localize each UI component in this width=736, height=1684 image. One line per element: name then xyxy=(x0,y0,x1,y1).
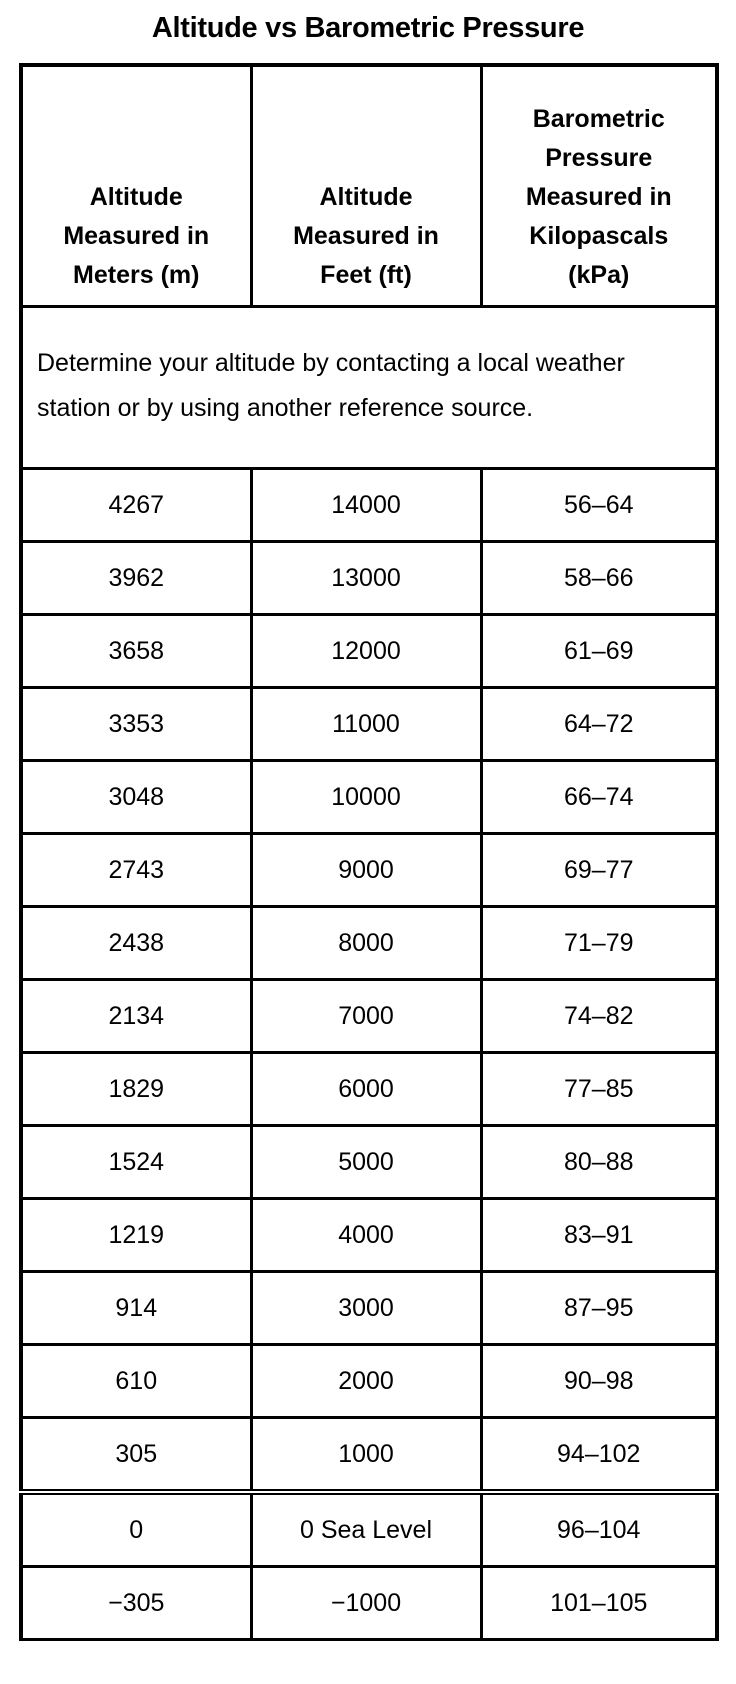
note-row xyxy=(21,307,717,469)
pressure-cell: 101–105 xyxy=(481,1567,717,1640)
pressure-cell: 90–98 xyxy=(481,1345,717,1418)
feet-cell: 12000 xyxy=(251,615,481,688)
header-meters xyxy=(21,65,251,307)
feet-cell: 2000 xyxy=(251,1345,481,1418)
table-row xyxy=(21,761,717,834)
table-row xyxy=(21,469,717,542)
table-row xyxy=(21,1272,717,1345)
meters-cell: 1829 xyxy=(21,1053,251,1126)
feet-cell: 4000 xyxy=(251,1199,481,1272)
header-line: Measured in xyxy=(293,222,439,250)
table-row xyxy=(21,1053,717,1126)
table-row xyxy=(21,1567,717,1640)
pressure-cell: 74–82 xyxy=(481,980,717,1053)
table-row xyxy=(21,615,717,688)
table-row xyxy=(21,1199,717,1272)
meters-cell: 0 xyxy=(21,1492,251,1567)
header-line: Altitude xyxy=(319,183,413,211)
feet-cell: 0 Sea Level xyxy=(251,1492,481,1567)
pressure-cell: 83–91 xyxy=(481,1199,717,1272)
pressure-cell: 66–74 xyxy=(481,761,717,834)
meters-cell: 3048 xyxy=(21,761,251,834)
feet-cell: 10000 xyxy=(251,761,481,834)
table-row xyxy=(21,1345,717,1418)
header-line: Measured in xyxy=(525,183,672,211)
table-row xyxy=(21,834,717,907)
pressure-cell: 94–102 xyxy=(481,1418,717,1493)
meters-cell: 2134 xyxy=(21,980,251,1053)
instruction-note: Determine your altitude by contacting a local weather station or by using another reference source. xyxy=(21,307,717,469)
pressure-cell: 58–66 xyxy=(481,542,717,615)
table-row xyxy=(21,980,717,1053)
header-line: Feet (ft) xyxy=(320,261,412,289)
meters-cell: 2743 xyxy=(21,834,251,907)
pressure-cell: 64–72 xyxy=(481,688,717,761)
feet-cell: 14000 xyxy=(251,469,481,542)
pressure-cell: 69–77 xyxy=(481,834,717,907)
pressure-cell: 77–85 xyxy=(481,1053,717,1126)
table-row xyxy=(21,1492,717,1567)
feet-cell: 13000 xyxy=(251,542,481,615)
meters-cell: −305 xyxy=(21,1567,251,1640)
feet-cell: 1000 xyxy=(251,1418,481,1493)
pressure-cell: 96–104 xyxy=(481,1492,717,1567)
header-pressure xyxy=(481,65,717,307)
feet-cell: 3000 xyxy=(251,1272,481,1345)
meters-cell: 4267 xyxy=(21,469,251,542)
meters-cell: 1219 xyxy=(21,1199,251,1272)
header-line: Meters (m) xyxy=(73,261,200,289)
meters-cell: 1524 xyxy=(21,1126,251,1199)
feet-cell: 7000 xyxy=(251,980,481,1053)
table-row xyxy=(21,542,717,615)
meters-cell: 3353 xyxy=(21,688,251,761)
header-line: Barometric xyxy=(532,105,665,133)
meters-cell: 2438 xyxy=(21,907,251,980)
table-row xyxy=(21,688,717,761)
pressure-cell: 56–64 xyxy=(481,469,717,542)
table-row xyxy=(21,1126,717,1199)
header-line: Kilopascals xyxy=(529,222,669,250)
meters-cell: 610 xyxy=(21,1345,251,1418)
feet-cell: 6000 xyxy=(251,1053,481,1126)
meters-cell: 914 xyxy=(21,1272,251,1345)
header-line: Pressure xyxy=(545,144,653,172)
feet-cell: −1000 xyxy=(251,1567,481,1640)
header-line: (kPa) xyxy=(568,261,630,289)
header-line: Measured in xyxy=(63,222,210,250)
table-row xyxy=(21,907,717,980)
pressure-cell: 61–69 xyxy=(481,615,717,688)
pressure-cell: 80–88 xyxy=(481,1126,717,1199)
feet-cell: 5000 xyxy=(251,1126,481,1199)
table-row xyxy=(21,1418,717,1493)
header-row xyxy=(21,65,717,307)
feet-cell: 8000 xyxy=(251,907,481,980)
meters-cell: 3658 xyxy=(21,615,251,688)
pressure-cell: 87–95 xyxy=(481,1272,717,1345)
pressure-cell: 71–79 xyxy=(481,907,717,980)
altitude-pressure-table xyxy=(19,63,719,1641)
header-line: Altitude xyxy=(89,183,183,211)
page-title: Altitude vs Barometric Pressure xyxy=(151,12,585,44)
header-feet xyxy=(251,65,481,307)
meters-cell: 305 xyxy=(21,1418,251,1493)
feet-cell: 9000 xyxy=(251,834,481,907)
meters-cell: 3962 xyxy=(21,542,251,615)
feet-cell: 11000 xyxy=(251,688,481,761)
